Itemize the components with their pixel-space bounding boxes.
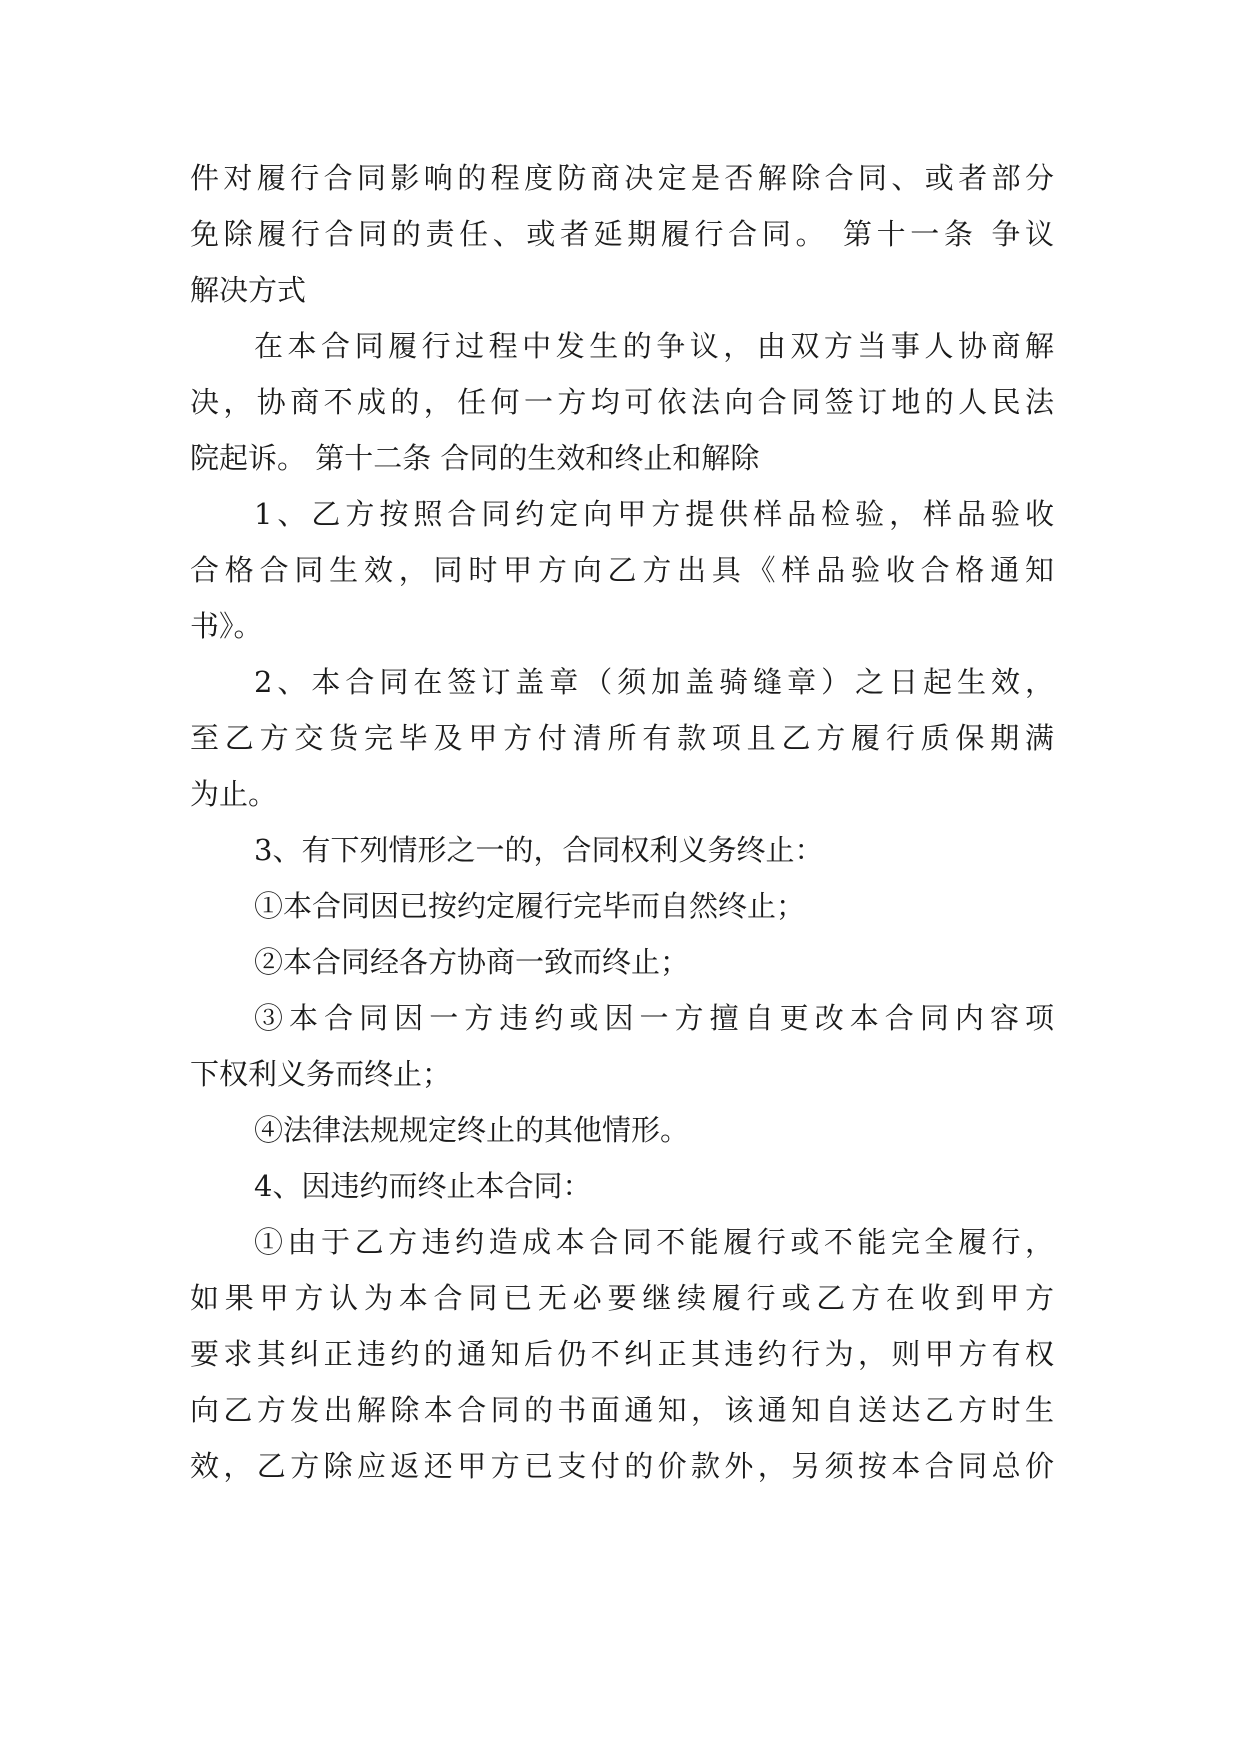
text-line: ①本合同因已按约定履行完毕而自然终止； (254, 889, 806, 923)
text-line: ③本合同因一方违约或因一方擅自更改本合同内容项 (254, 1001, 1054, 1035)
text-line: 3、有下列情形之一的，合同权利义务终止： (254, 833, 824, 867)
text-line: 件对履行合同影响的程度防商决定是否解除合同、或者部分 (190, 161, 1054, 195)
text-line: 在本合同履行过程中发生的争议，由双方当事人协商解 (254, 329, 1054, 363)
text-line: 解决方式 (190, 273, 307, 307)
text-line: 决，协商不成的，任何一方均可依法向合同签订地的人民法 (190, 385, 1054, 419)
text-line: 院起诉。 第十二条 合同的生效和终止和解除 (190, 441, 760, 475)
text-line: 向乙方发出解除本合同的书面通知，该通知自送达乙方时生 (190, 1393, 1054, 1427)
text-line: 下权利义务而终止； (190, 1057, 452, 1091)
text-line: ④法律法规规定终止的其他情形。 (254, 1113, 690, 1147)
text-line: 效，乙方除应返还甲方已支付的价款外，另须按本合同总价 (190, 1449, 1054, 1483)
text-line: 合格合同生效，同时甲方向乙方出具《样品验收合格通知 (190, 553, 1054, 587)
text-line: 4、因违约而终止本合同： (254, 1169, 592, 1203)
text-line: 如果甲方认为本合同已无必要继续履行或乙方在收到甲方 (190, 1281, 1054, 1315)
text-line: 至乙方交货完毕及甲方付清所有款项且乙方履行质保期满 (190, 721, 1054, 755)
text-line: 1、乙方按照合同约定向甲方提供样品检验，样品验收 (254, 497, 1054, 531)
text-line: ②本合同经各方协商一致而终止； (254, 945, 690, 979)
text-line: 2、本合同在签订盖章（须加盖骑缝章）之日起生效， (254, 665, 1054, 699)
text-line: ①由于乙方违约造成本合同不能履行或不能完全履行， (254, 1225, 1054, 1259)
text-line: 书》。 (190, 609, 263, 643)
text-line: 要求其纠正违约的通知后仍不纠正其违约行为，则甲方有权 (190, 1337, 1054, 1371)
text-line: 为止。 (190, 777, 278, 811)
text-line: 免除履行合同的责任、或者延期履行合同。 第十一条 争议 (190, 217, 1054, 251)
